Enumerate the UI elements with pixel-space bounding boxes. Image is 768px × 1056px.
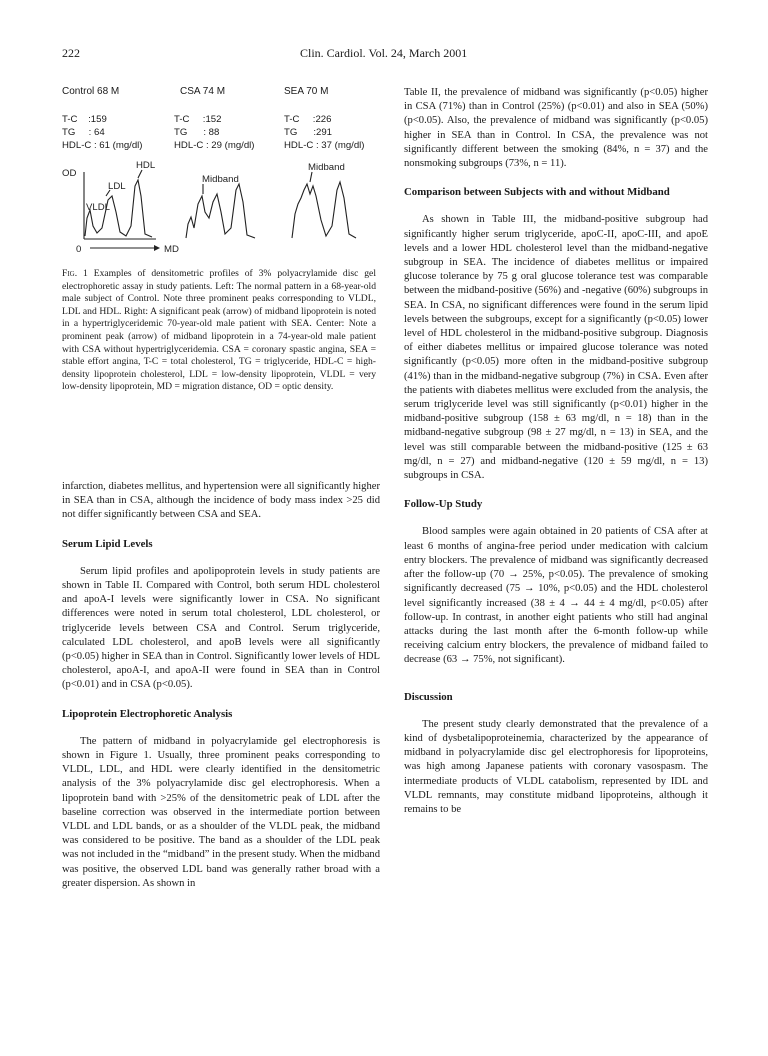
heading-serum-lipid-levels: Serum Lipid Levels — [62, 537, 153, 550]
sea-profile — [292, 182, 356, 238]
control-hdl: HDL-C : 61 (mg/dl) — [62, 140, 143, 151]
ldl-label: LDL — [108, 181, 126, 192]
md-label: MD — [164, 244, 179, 255]
hdl-label: HDL — [136, 160, 156, 171]
midband-sea-arrow — [310, 172, 312, 182]
densitometric-profiles — [62, 86, 380, 256]
heading-discussion: Discussion — [404, 690, 453, 703]
hdl-leader — [138, 170, 142, 178]
heading-electrophoretic-analysis: Lipoprotein Electrophoretic Analysis — [62, 707, 233, 720]
paragraph-continuation: infarction, diabetes mellitus, and hypertension were all significantly higher in SEA than in CSA, although the incidence of body mass index >25 did not differ significantly between CSA and SEA. — [62, 481, 380, 521]
paragraph-prevalence: Table II, the prevalence of midband was significantly (p<0.05) higher in CSA (71%) than in Control (25%) (p<0.01) and also in SEA (50%) (p<0.05). Also, the prevalence of midband was significantly (p<0.05) higher in SEA than in Control. In CSA, the prevalence was not significantly different between the smoking (84%, n = 37) and the nonsmoking subgroups (73%, n = 11). — [404, 87, 708, 170]
control-tc: T-C :159 — [62, 114, 107, 125]
origin-label: 0 — [76, 244, 82, 255]
midband-sea-label: Midband — [308, 162, 345, 173]
paragraph-discussion: The present study clearly demonstrated that the prevalence of a kind of dysbetalipoproteinemia, characterized by the appearance of midband in polyacrylamide disc gel electrophoresis for lipoproteins, was high among Japanese patients with coronary vasospasm. The intermediate products of VLDL catabolism, represented by IDL and VLDL remnants, may constitute midband lipoproteins, although it remains to be — [404, 718, 708, 815]
control-tg: TG : 64 — [62, 127, 105, 138]
sea-tc: T-C :226 — [284, 114, 332, 125]
csa-tc: T-C :152 — [174, 114, 222, 125]
md-arrow-head — [154, 245, 160, 251]
sea-hdl: HDL-C : 37 (mg/dl) — [284, 140, 365, 151]
figure-1 — [62, 86, 380, 256]
right-column — [404, 86, 708, 817]
panel-title-control: Control 68 M — [62, 86, 120, 97]
csa-tg: TG : 88 — [174, 127, 220, 138]
od-label: OD — [62, 168, 77, 179]
running-head: Clin. Cardiol. Vol. 24, March 2001 — [300, 46, 468, 60]
csa-profile — [186, 184, 255, 238]
midband-csa-label: Midband — [202, 174, 239, 185]
page-number: 222 — [62, 46, 80, 60]
heading-follow-up: Follow-Up Study — [404, 498, 483, 511]
paragraph-electrophoretic: The pattern of midband in polyacrylamide gel electrophoresis is shown in Figure 1. Usually, three prominent peaks corresponding to VLDL, LDL, and HDL were clearly identified in the densitometric analysis of the 3% polyacrylamide disc gel electrophoresis. When a lipoprotein band with >25% of the densitometric peak of LDL after the baseline correction was observed in the intermediate portion between VLDL and LDL bands, or as a shoulder of the VLDL peak, the midband was considered to be positive. The band as a shoulder of the LDL peak was not included in the “midband” in the present study. When the midband was positive, the observed LDL band was generally rather broad with a greater dispersion. As shown in — [62, 735, 380, 889]
left-column — [62, 480, 380, 891]
vldl-label: VLDL — [86, 202, 110, 213]
csa-hdl: HDL-C : 29 (mg/dl) — [174, 140, 255, 151]
sea-tg: TG :291 — [284, 127, 332, 138]
paragraph-serum-lipid: Serum lipid profiles and apolipoprotein levels in study patients are shown in Table II. Compared with Control, both serum HDL cholesterol and apoA-I levels were significantly lower in CSA. No significant differences were noted in serum total cholesterol, LDL cholesterol, or triglyceride levels between CSA and Control. Serum triglyceride, calculated LDL cholesterol, and apoB levels were all significantly (p<0.05) higher in SEA than in Control. Significantly lower levels of HDL cholesterol, apoA-I, and apoA-II were found in SEA than in Control (p<0.01) and in CSA (p<0.05). — [62, 565, 380, 691]
heading-comparison: Comparison between Subjects with and without Midband — [404, 186, 670, 199]
figure-caption — [62, 268, 376, 394]
figure-label: Fig. 1 — [62, 268, 88, 279]
paragraph-comparison: As shown in Table III, the midband-positive subgroup had significantly higher serum triglyceride, apoC-II, apoC-III, and apoE levels and a lower HDL cholesterol level than the midband-negative subgroup in SEA. The incidence of diabetes mellitus or impaired glucose tolerance by 75 g oral glucose tolerance test was comparable between the midband-positive (56%) and -negative (60%) subgroups in SEA. In CSA, no significant differences were found in the serum lipid levels between the subgroups, except for a significantly (p<0.05) lower level of HDL cholesterol in the midband-positive subgroup. Diagnosis of either diabetes mellitus or impaired glucose tolerance was noted significantly (p<0.05) more often in the midband-positive subgroup (41%) than in the midband-negative subgroup (7%) in CSA. Even after the patients with diabetes mellitus were excluded from the analysis, the serum triglyceride level was still significantly (p<0.01) higher in the midband-positive subgroup (158 ± 63 mg/dl, n = 18) than in the midband-negative subgroup (98 ± 27 mg/dl, n = 13) in SEA, and the level was still comparable between the midband-positive (125 ± 63 mg/dl, n = 27) and midband-negative (120 ± 59 mg/dl, n = 13) subgroups in CSA. — [404, 214, 708, 482]
panel-title-sea: SEA 70 M — [284, 86, 329, 97]
panel-title-csa: CSA 74 M — [180, 86, 226, 97]
paragraph-follow-up: Blood samples were again obtained in 20 patients of CSA after at least 6 months of angina-free period under medication with calcium entry blockers. The prevalence of midband was significantly decreased after the follow-up (70 → 25%, p<0.05). The prevalence of smoking significantly decreased (75 → 10%, p<0.05) and the HDL cholesterol level significantly increased (38 ± 4 → 44 ± 4 mg/dl, p<0.05) after follow-up. In contrast, in another eight patients who still had anginal attacks during the last month after the 6-month follow-up while receiving calcium entry blockers, the prevalence of midband failed to decrease (63 → 75%, not significant). — [404, 526, 708, 666]
caption-text: Examples of densitometric profiles of 3% polyacrylamide disc gel electrophoretic assay in study patients. Left: The normal pattern in a 68-year-old male subject of Control. Note three prominent peaks corresponding to VLDL, LDL and HDL. Right: A significant peak (arrow) of midband lipoprotein is noted in a hypertriglyceridemic 70-year-old male patient with SEA. Center: Note a prominent peak (arrow) of midband lipoprotein in a 74-year-old male patient with CSA without hypertriglyceridemia. CSA = coronary spastic angina, SEA = stable effort angina, T-C = total cholesterol, TG = triglyceride, HDL-C = high-density lipoprotein cholesterol, LDL = low-density lipoprotein, VLDL = very low-density lipoprotein, MD = migration distance, OD = optic density. — [62, 268, 376, 393]
